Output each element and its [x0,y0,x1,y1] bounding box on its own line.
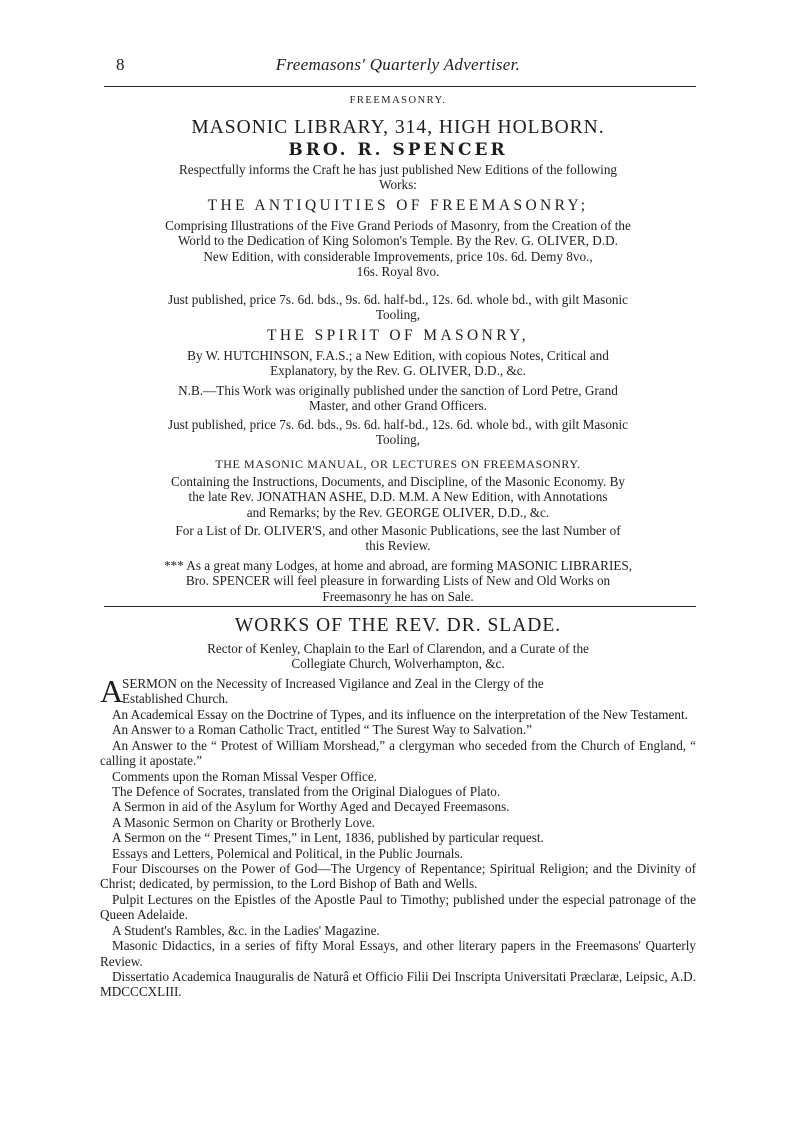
antiquities-line: New Edition, with considerable Improvements, price 10s. 6d. Demy 8vo., [203,248,593,264]
page-number: 8 [116,55,125,74]
list-line: For a List of Dr. OLIVER'S, and other Masonic Publications, see the last Number of [175,523,621,538]
page [100,0,696,1130]
list-line: this Review. [365,538,431,554]
list-item: Masonic Didactics, in a series of fifty Moral Essays, and other literary papers in the Freemasons' Quarterly Review. [100,938,696,969]
list-item: The Defence of Socrates, translated from the Original Dialogues of Plato. [112,784,501,800]
slade-heading: WORKS OF THE REV. DR. SLADE. [234,615,562,636]
subtitle-line: Rector of Kenley, Chaplain to the Earl of Clarendon, and a Curate of the [207,641,589,656]
section-kicker: FREEMASONRY. [349,95,447,106]
note-line: Freemasonry he has on Sale. [322,588,474,604]
section-rule [104,606,696,607]
first-work-line: SERMON on the Necessity of Increased Vigilance and Zeal in the Clergy of the [122,676,544,691]
note-line: Bro. SPENCER will feel pleasure in forwarding Lists of New and Old Works on [185,573,611,589]
running-head [100,55,696,79]
manual-description [100,474,696,520]
nb-line: Master, and other Grand Officers. [309,398,487,414]
antiquities-line: 16s. Royal 8vo. [356,264,440,280]
nb-note [100,383,696,414]
libraries-note [100,558,696,604]
spirit-line: Explanatory, by the Rev. G. OLIVER, D.D., &c. [270,363,526,379]
price-line: Just published, price 7s. 6d. bds., 9s. 6d. half-bd., 12s. 6d. whole bd., with gilt Masonic [167,417,629,432]
running-title: Freemasons' Quarterly Advertiser. [275,55,521,74]
bro-name: BRO. R. SPENCER [288,140,508,160]
list-item: An Answer to the “ Protest of William Morshead,” a clergyman who seceded from the Church of England, “ calling it apostate.” [100,737,696,769]
spirit-title: THE SPIRIT OF MASONRY, [267,327,529,344]
manual-line: Containing the Instructions, Documents, and Discipline, of the Masonic Economy. By [170,474,626,489]
intro-text [100,162,696,193]
antiquities-description [100,218,696,280]
manual-title: THE MASONIC MANUAL, OR LECTURES ON FREEMASONRY. [215,457,581,471]
price-line: Tooling, [375,432,421,448]
list-item: Pulpit Lectures on the Epistles of the Apostle Paul to Timothy; published under the especial patronage of the Queen Adelaide. [100,891,696,923]
list-item: A Sermon on the “ Present Times,” in Lent, 1836, published by particular request. [112,830,544,846]
first-work [100,673,696,709]
price-line: Tooling, [375,307,421,323]
subtitle-line: Collegiate Church, Wolverhampton, &c. [291,656,505,672]
slade-subtitle [100,641,696,672]
price-notice-1 [100,292,696,323]
intro-line: Works: [379,177,417,193]
intro-line: Respectfully informs the Craft he has just published New Editions of the following [178,162,618,177]
works-list [100,707,696,1000]
list-item: Comments upon the Roman Missal Vesper Office. [112,768,378,784]
list-item: An Answer to a Roman Catholic Tract, entitled “ The Surest Way to Salvation.” [112,722,533,738]
list-item: An Academical Essay on the Doctrine of Types, and its influence on the interpretation of the New Testament. [112,707,688,722]
nb-line: N.B.—This Work was originally published under the sanction of Lord Petre, Grand [178,383,618,398]
spirit-description [100,348,696,379]
list-item: Four Discourses on the Power of God—The Urgency of Repentance; Spiritual Religion; and the Divinity of Christ; dedicated, by permission, to the Lord Bishop of Bath and Wells. [100,861,696,892]
note-line: *** As a great many Lodges, at home and abroad, are forming MASONIC LIBRARIES, [163,558,633,573]
list-item: A Student's Rambles, &c. in the Ladies' Magazine. [112,922,380,938]
manual-line: and Remarks; by the Rev. GEORGE OLIVER, D.D., &c. [246,504,550,520]
list-item: A Masonic Sermon on Charity or Brotherly Love. [112,814,375,830]
antiquities-line: World to the Dedication of King Solomon's Temple. By the Rev. G. OLIVER, D.D. [178,233,618,249]
publications-list-note [100,523,696,554]
price-notice-2 [100,417,696,448]
library-heading: MASONIC LIBRARY, 314, HIGH HOLBORN. [191,117,605,138]
drop-cap: A [100,673,124,709]
spirit-line: By W. HUTCHINSON, F.A.S.; a New Edition, with copious Notes, Critical and [187,348,609,363]
price-line: Just published, price 7s. 6d. bds., 9s. 6d. half-bd., 12s. 6d. whole bd., with gilt Masonic [167,292,629,307]
header-rule [104,86,696,87]
antiquities-title: THE ANTIQUITIES OF FREEMASONRY; [207,197,589,214]
first-work-line: Established Church. [122,691,229,707]
list-item: Essays and Letters, Polemical and Political, in the Public Journals. [112,845,463,861]
list-item: Dissertatio Academica Inauguralis de Naturâ et Officio Filii Dei Inscripta Universitati Præclaræ, Leipsic, A.D. MDCCCXLIII. [100,968,696,1000]
antiquities-line: Comprising Illustrations of the Five Grand Periods of Masonry, from the Creation of the [165,218,631,233]
list-item: A Sermon in aid of the Asylum for Worthy Aged and Decayed Freemasons. [112,799,510,815]
manual-line: the late Rev. JONATHAN ASHE, D.D. M.M. A New Edition, with Annotations [188,489,608,505]
